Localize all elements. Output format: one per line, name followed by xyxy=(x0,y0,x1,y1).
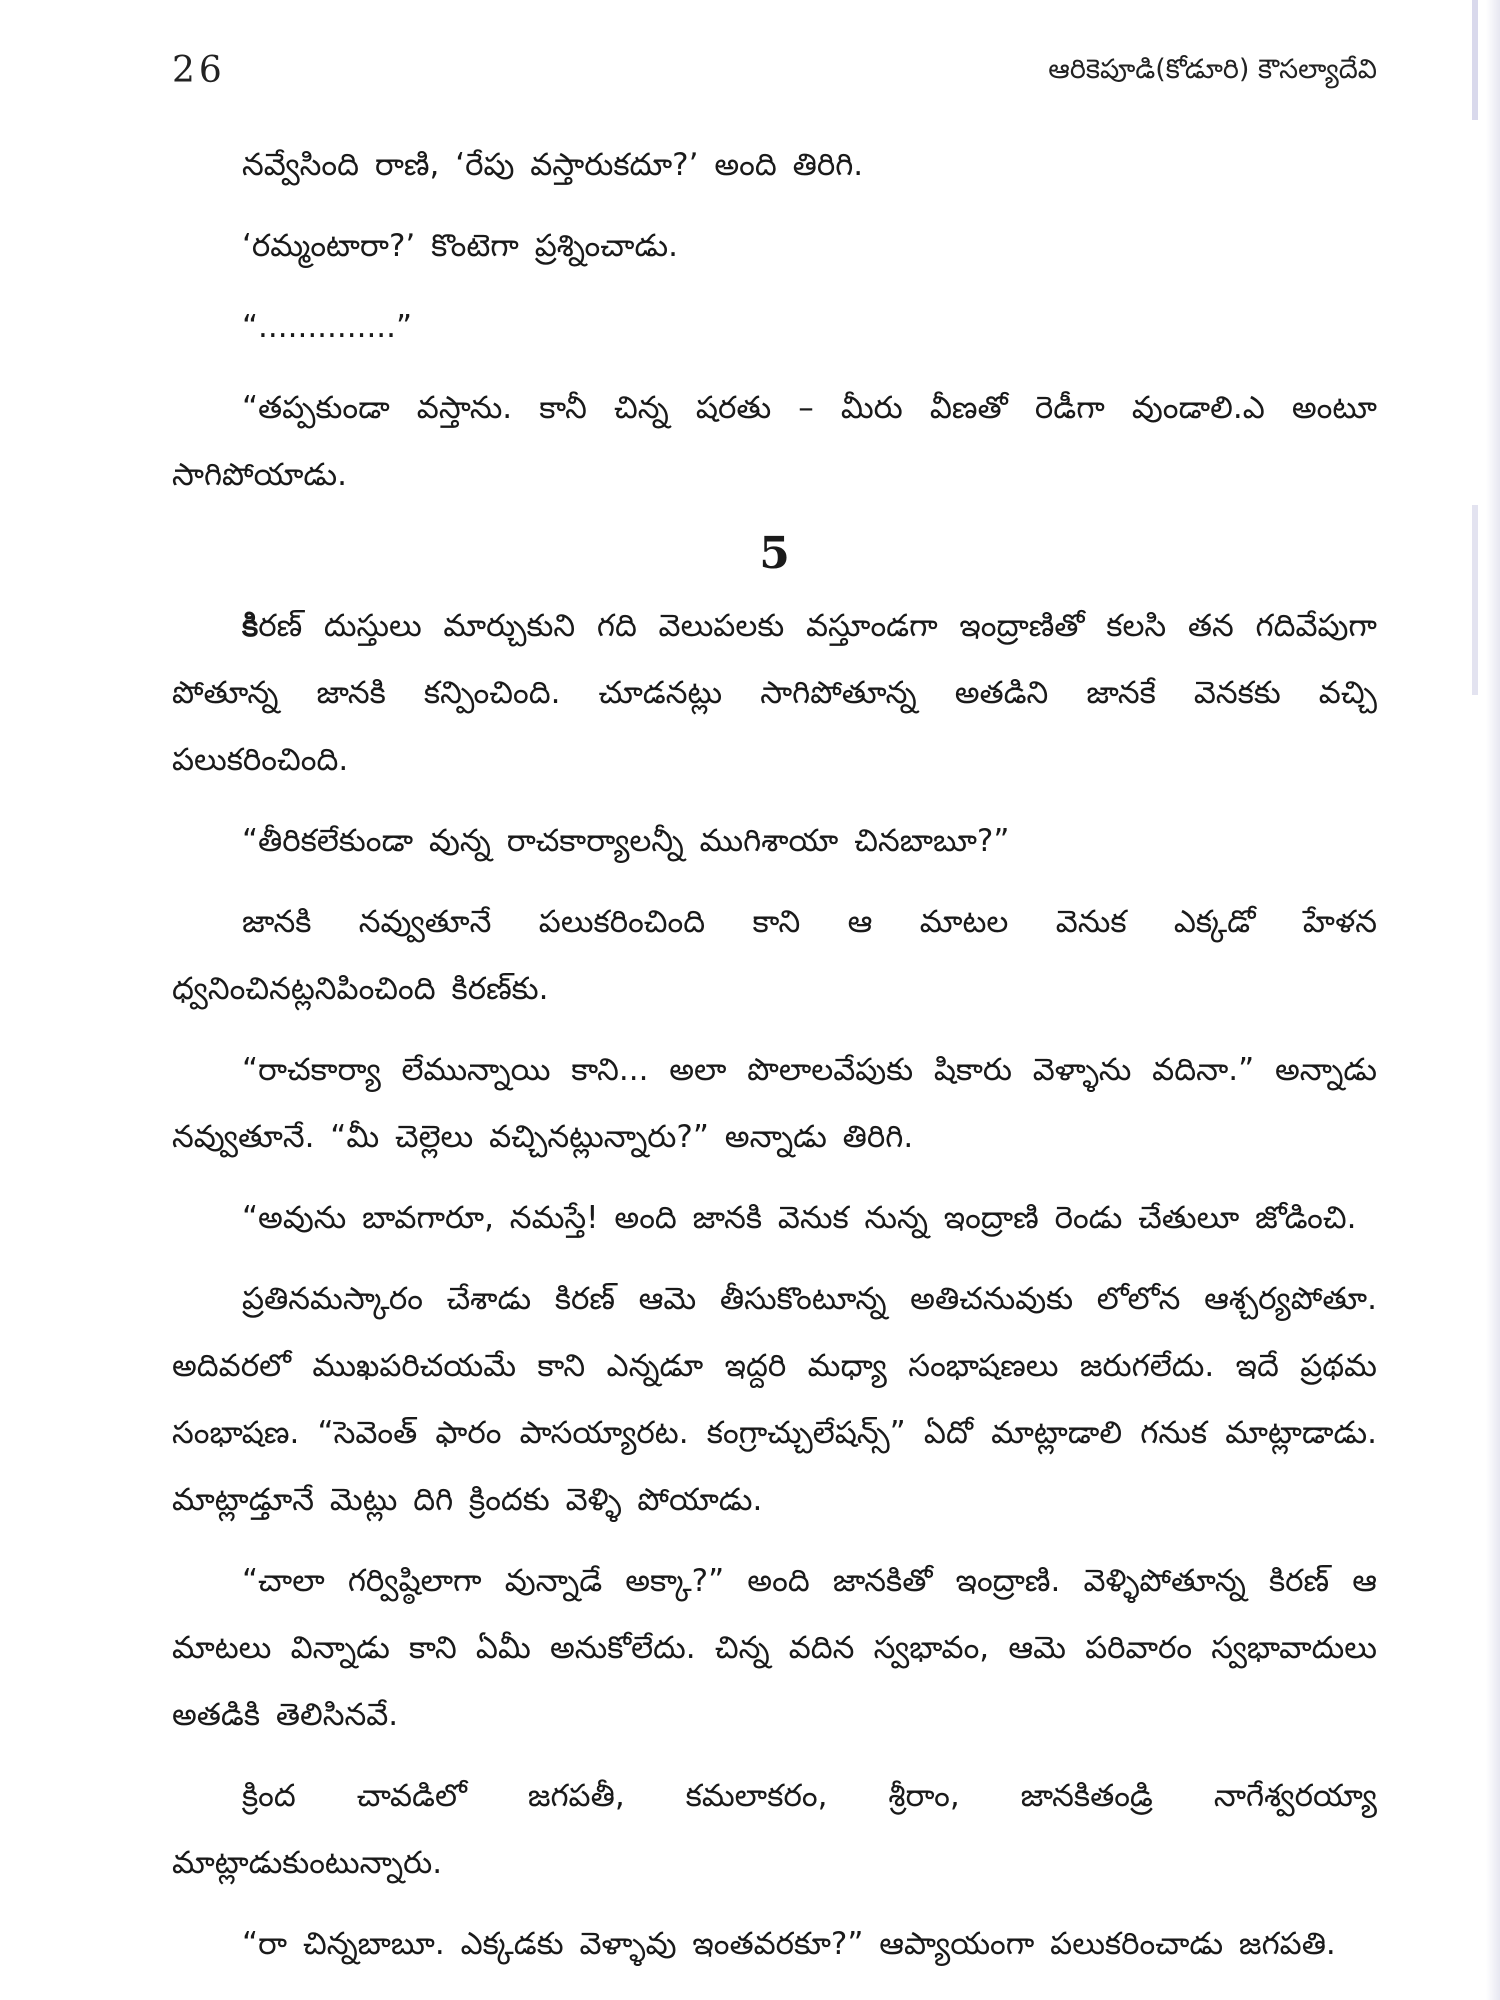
paragraph: నవ్వేసింది రాణి, ‘రేపు వస్తారుకదూ?’ అంది తిరిగి. xyxy=(242,147,864,183)
chapter-first-paragraph xyxy=(172,593,1377,794)
paragraph: ‘రమ్మంటారా?’ కొంటెగా ప్రశ్నించాడు. xyxy=(242,228,678,264)
drop-lead: కి xyxy=(242,608,259,644)
paragraph: “అవును బావగారూ, నమస్తే! అంది జానకి వెనుక నున్న ఇంద్రాణి రెండు చేతులూ జోడించి. xyxy=(242,1200,1357,1236)
paragraph: “రాచకార్యా లేమున్నాయి కాని... అలా పొలాలవేపుకు షికారు వెళ్ళాను వదినా.” అన్నాడు నవ్వుతూనే. “మీ చెల్లెలు వచ్చినట్లున్నారు?” అన్నాడు తిరిగి. xyxy=(172,1052,1377,1155)
body-text xyxy=(172,132,1377,1992)
paragraph: “తప్పకుండా వస్తాను. కానీ చిన్న షరతు – మీరు వీణతో రెడీగా వుండాలి.ఎ అంటూ సాగిపోయాడు. xyxy=(172,390,1377,493)
paragraph: క్రింద చావడిలో జగపతీ, కమలాకరం, శ్రీరాం, జానకితండ్రి నాగేశ్వరయ్యా మాట్లాడుకుంటున్నారు. xyxy=(172,1778,1377,1881)
paragraph: “..............” xyxy=(242,309,413,345)
paragraph: ప్రతినమస్కారం చేశాడు కిరణ్ ఆమె తీసుకొంటూన్న అతిచనువుకు లోలోన ఆశ్చర్యపోతూ. అదివరలో ముఖపరిచయమే కాని ఎన్నడూ ఇద్దరి మధ్యా సంభాషణలు జరుగలేదు. ఇదే ప్రథమ సంభాషణ. “సెవెంత్ ఫారం పాసయ్యారట. కంగ్రాచ్చులేషన్స్” ఏదో మాట్లాడాలి గనుక మాట్లాడాడు. మాట్లాడ్తూనే మెట్లు దిగి క్రిందకు వెళ్ళి పోయాడు. xyxy=(172,1281,1377,1518)
paragraph: “రా చిన్నబాబూ. ఎక్కడకు వెళ్ళావు ఇంతవరకూ?” ఆప్యాయంగా పలుకరించాడు జగపతి. xyxy=(242,1926,1336,1962)
page-edge-shadow xyxy=(1486,0,1500,2000)
running-title: ఆరికెపూడి(కోడూరి) కౌసల్యాదేవి xyxy=(1048,54,1377,85)
page-edge-mark xyxy=(1472,0,1478,120)
page-header xyxy=(172,48,1377,104)
paragraph: “తీరికలేకుండా వున్న రాచకార్యాలన్నీ ముగిశాయా చినబాబూ?” xyxy=(242,823,1010,859)
paragraph: జానకి నవ్వుతూనే పలుకరించింది కాని ఆ మాటల వెనుక ఎక్కడో హేళన ధ్వనించినట్లనిపించింది కిరణ్‌కు. xyxy=(172,904,1377,1007)
chapter-heading: 5 xyxy=(759,528,790,579)
page-number: 26 xyxy=(172,50,226,91)
paragraph-rest: రణ్ దుస్తులు మార్చుకుని గది వెలుపలకు వస్తూండగా ఇంద్రాణితో కలసి తన గదివేపుగా పోతూన్న జానకి కన్పించింది. చూడనట్లు సాగిపోతూన్న అతడిని జానకే వెనకకు వచ్చి పలుకరించింది. xyxy=(172,608,1378,778)
paragraph: “చాలా గర్విష్ఠిలాగా వున్నాడే అక్కా?” అంది జానకితో ఇంద్రాణి. వెళ్ళిపోతూన్న కిరణ్ ఆ మాటలు విన్నాడు కాని ఏమీ అనుకోలేదు. చిన్న వదిన స్వభావం, ఆమె పరివారం స్వభావాదులు అతడికి తెలిసినవే. xyxy=(172,1563,1377,1733)
page-edge-mark xyxy=(1472,505,1478,695)
